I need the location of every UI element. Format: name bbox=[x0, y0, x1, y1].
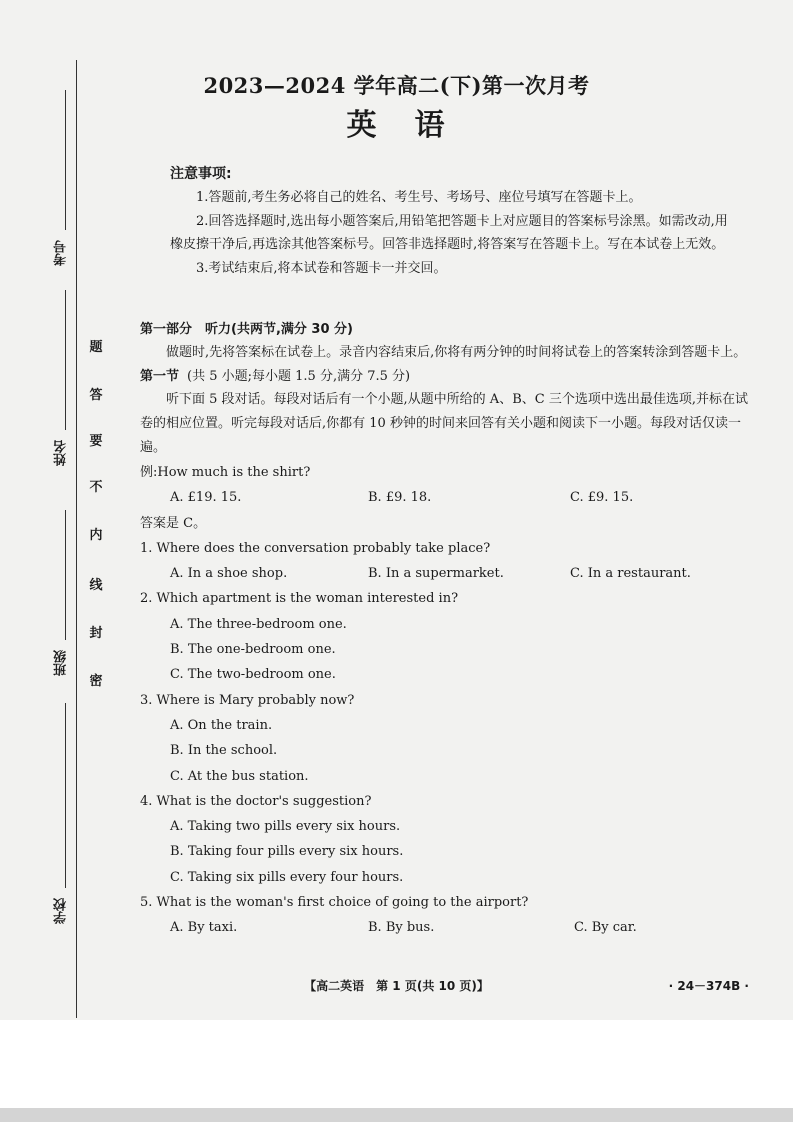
side-label-name: 姓名 bbox=[54, 440, 69, 466]
notice-heading: 注意事项: bbox=[170, 166, 232, 182]
section1-instruction: 听下面 5 段对话。每段对话后有一个小题,从题中所给的 A、B、C 三个选项中选出最佳选项,并标在试卷的相应位置。听完每段对话后,你都有 10 秒钟的时间来回答有关小题和阅读下一小题。每段对话仅读一遍。 bbox=[140, 392, 748, 455]
notice-item: 1.答题前,考生务必将自己的姓名、考生号、考场号、座位号填写在答题卡上。 bbox=[196, 190, 642, 205]
seal-char: 题 bbox=[89, 340, 103, 355]
seal-char: 不 bbox=[89, 480, 103, 495]
seal-char: 线 bbox=[89, 578, 103, 593]
side-field-name bbox=[52, 440, 68, 500]
option-a: A. The three-bedroom one. bbox=[170, 616, 347, 632]
page-number-label: 【高二英语 第 1 页(共 10 页)】 bbox=[304, 979, 489, 993]
question-stem: 2. Which apartment is the woman interested in? bbox=[140, 591, 459, 607]
example-answer: 答案是 C。 bbox=[140, 515, 207, 531]
question-options bbox=[140, 561, 750, 586]
option-b: B. Taking four pills every six hours. bbox=[170, 844, 404, 860]
side-label-class: 班级 bbox=[54, 650, 69, 676]
option-c: C. Taking six pills every four hours. bbox=[170, 869, 404, 885]
option-c: C. By car. bbox=[574, 920, 637, 936]
question-options bbox=[140, 915, 750, 940]
option-a: A. In a shoe shop. bbox=[170, 566, 288, 582]
part1-instruction: 做题时,先将答案标在试卷上。录音内容结束后,你将有两分钟的时间将试卷上的答案转涂到答题卡上。 bbox=[166, 345, 747, 360]
side-underline bbox=[65, 703, 66, 888]
binding-line bbox=[76, 60, 77, 1018]
option-a: A. By taxi. bbox=[170, 920, 238, 936]
side-field-school bbox=[52, 898, 68, 958]
seal-char: 内 bbox=[89, 528, 103, 543]
question-stem: 1. Where does the conversation probably take place? bbox=[140, 540, 491, 556]
option-c: C. At the bus station. bbox=[170, 768, 309, 784]
section1-heading bbox=[140, 365, 750, 388]
example-option-c: C. £9. 15. bbox=[570, 490, 634, 506]
example-option-b: B. £9. 18. bbox=[368, 490, 432, 506]
side-underline bbox=[65, 290, 66, 430]
part1-heading: 第一部分 听力(共两节,满分 30 分) bbox=[140, 322, 353, 337]
seal-char: 密 bbox=[89, 674, 103, 689]
side-label-exam-number: 考号 bbox=[54, 240, 69, 266]
exam-title: 2023—2024 学年高二(下)第一次月考 bbox=[203, 73, 590, 98]
notice-item: 3.考试结束后,将本试卷和答题卡一并交回。 bbox=[196, 260, 447, 276]
page-footer bbox=[0, 976, 793, 996]
section1-heading-label: 第一节 bbox=[140, 369, 180, 384]
option-b: B. By bus. bbox=[368, 920, 435, 936]
seal-char: 封 bbox=[89, 626, 103, 641]
notice-item: 2.回答选择题时,选出每小题答案后,用铅笔把答题卡上对应题目的答案标号涂黑。如需改动,用橡皮擦干净后,再选涂其他答案标号。回答非选择题时,将答案写在答题卡上。写在本试卷上无效。 bbox=[170, 213, 728, 252]
question-stem: 3. Where is Mary probably now? bbox=[140, 692, 355, 708]
example-option-a: A. £19. 15. bbox=[170, 490, 242, 506]
notice-block bbox=[170, 162, 740, 280]
side-underline bbox=[65, 510, 66, 640]
option-c: C. The two-bedroom one. bbox=[170, 667, 336, 683]
question-stem: 4. What is the doctor's suggestion? bbox=[140, 793, 372, 809]
seal-char: 答 bbox=[89, 388, 103, 403]
side-field-class bbox=[52, 650, 68, 710]
seal-char: 要 bbox=[89, 434, 103, 449]
subject-title: 英语 bbox=[346, 108, 483, 143]
option-b: B. The one-bedroom one. bbox=[170, 642, 336, 658]
option-c: C. In a restaurant. bbox=[570, 566, 691, 582]
section1-heading-detail: (共 5 小题;每小题 1.5 分,满分 7.5 分) bbox=[187, 369, 411, 384]
question-stem: 5. What is the woman's first choice of going to the airport? bbox=[140, 895, 529, 911]
option-b: B. In the school. bbox=[170, 743, 278, 759]
paper-code: · 24－374B · bbox=[668, 979, 749, 993]
option-a: A. Taking two pills every six hours. bbox=[170, 819, 401, 835]
side-label-school: 学校 bbox=[54, 898, 69, 924]
example-question: 例:How much is the shirt? bbox=[140, 465, 311, 480]
part1 bbox=[140, 318, 750, 941]
option-a: A. On the train. bbox=[170, 717, 273, 733]
bottom-strip bbox=[0, 1108, 793, 1122]
option-b: B. In a supermarket. bbox=[368, 566, 504, 582]
example-options bbox=[140, 485, 750, 510]
